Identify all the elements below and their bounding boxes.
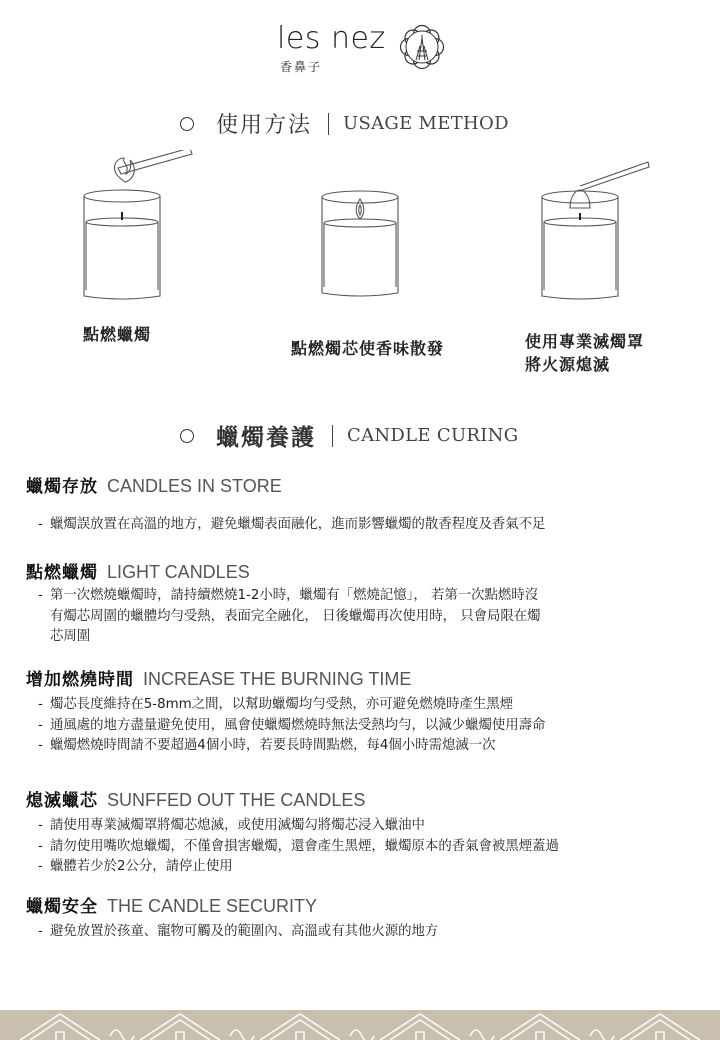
circle-bullet-icon	[180, 429, 194, 443]
section-heading-zh: 熄滅蠟芯	[26, 791, 98, 811]
brand-subtitle: 香鼻子	[280, 60, 323, 74]
list-item: - 蠟體若少於2公分，請停止使用	[38, 859, 233, 874]
footer-pattern-icon	[0, 1010, 720, 1040]
list-item-text: 蠟燭燃燒時間請不要超過4個小時，若要長時間點燃，每4個小時需熄滅一次	[50, 738, 496, 753]
list-item-text: 請勿使用嘴吹熄蠟燭，不僅會損害蠟燭，還會產生黑煙，蠟燭原本的香氣會被黑煙蓋過	[50, 838, 559, 854]
list-item: - 第一次燃燒蠟燭時，請持續燃燒1-2小時，蠟燭有「燃燒記憶」， 若第一次點燃時沒 有燭芯周圍的蠟體均勻受熱，表面完全融化， 日後蠟燭再次使用時， 只會局限在燭 芯周圍	[38, 586, 541, 648]
usage-title-zh: 使用方法	[216, 113, 313, 138]
list-item-text: 避免放置於孩童、寵物可觸及的範圍內、高溫或有其他火源的地方	[50, 924, 439, 939]
section-heading-burning-time	[26, 665, 411, 690]
step-label-light: 點燃蠟燭	[83, 325, 152, 344]
list-item-text: 蠟體若少於2公分，請停止使用	[50, 859, 233, 874]
section-heading-en: INCREASE THE BURNING TIME	[143, 669, 412, 689]
step-label-snuff-line2: 將火源熄滅	[525, 355, 611, 374]
light-candle-illustration	[70, 150, 210, 310]
section-heading-snuff	[26, 786, 365, 811]
brand-emblem-icon	[397, 22, 447, 72]
section-heading-en: THE CANDLE SECURITY	[107, 896, 318, 916]
circle-bullet-icon	[180, 117, 194, 131]
section-heading-zh: 蠟燭安全	[26, 897, 98, 917]
list-item: - 蠟燭燃燒時間請不要超過4個小時，若要長時間點燃，每4個小時需熄滅一次	[38, 738, 496, 753]
burning-candle-illustration	[305, 175, 415, 315]
section-heading-en: SUNFFED OUT THE CANDLES	[107, 790, 366, 810]
section-heading-en: CANDLES IN STORE	[107, 476, 282, 496]
curing-title-zh: 蠟燭養護	[216, 425, 316, 451]
curing-title-en: CANDLE CURING	[347, 425, 519, 446]
section-heading-security	[26, 892, 317, 917]
title-divider	[332, 425, 333, 447]
list-item: - 請勿使用嘴吹熄蠟燭，不僅會損害蠟燭，還會產生黑煙，蠟燭原本的香氣會被黑煙蓋過	[38, 838, 559, 854]
list-item: - 避免放置於孩童、寵物可觸及的範圍內、高溫或有其他火源的地方	[38, 924, 439, 939]
list-item-text: 通風處的地方盡量避免使用，風會使蠟燭燃燒時無法受熱均勻，以減少蠟燭使用壽命	[50, 717, 546, 733]
section-heading-light	[26, 558, 250, 583]
snuff-candle-illustration	[530, 150, 660, 310]
section-heading-zh: 點燃蠟燭	[26, 563, 98, 583]
list-item: - 蠟燭誤放置在高溫的地方，避免蠟燭表面融化，進而影響蠟燭的散香程度及香氣不足	[38, 517, 546, 532]
brand-name: les nez	[277, 21, 386, 56]
list-item-text: 有燭芯周圍的蠟體均勻受熱，表面完全融化， 日後蠟燭再次使用時， 只會局限在燭	[50, 608, 541, 624]
list	[38, 816, 559, 878]
list-item-text: 第一次燃燒蠟燭時，請持續燃燒1-2小時，蠟燭有「燃燒記憶」， 若第一次點燃時沒	[50, 588, 539, 603]
list-item: - 燭芯長度維持在5-8mm之間，以幫助蠟燭均勻受熱，亦可避免燃燒時產生黑煙	[38, 697, 514, 712]
section-heading-zh: 增加燃燒時間	[26, 670, 134, 690]
list-item-text: 蠟燭誤放置在高溫的地方，避免蠟燭表面融化，進而影響蠟燭的散香程度及香氣不足	[50, 517, 546, 532]
list-item-text: 請使用專業滅燭罩將燭芯熄滅，或使用滅燭勾將燭芯浸入蠟油中	[50, 818, 425, 833]
usage-title-en: USAGE METHOD	[343, 113, 509, 134]
list-item: - 通風處的地方盡量避免使用，風會使蠟燭燃燒時無法受熱均勻，以減少蠟燭使用壽命	[38, 717, 546, 733]
list-item-text: 燭芯長度維持在5-8mm之間，以幫助蠟燭均勻受熱，亦可避免燃燒時產生黑煙	[50, 697, 514, 712]
section-heading-store	[26, 472, 282, 497]
section-heading-zh: 蠟燭存放	[26, 477, 98, 497]
list-item: - 請使用專業滅燭罩將燭芯熄滅，或使用滅燭勾將燭芯浸入蠟油中	[38, 818, 425, 833]
list-item-text: 芯周圍	[50, 629, 91, 644]
list	[38, 695, 545, 757]
decorative-footer-band	[0, 1010, 720, 1040]
curing-section-title	[180, 419, 518, 452]
step-label-burn: 點燃燭芯使香味散發	[291, 339, 445, 358]
section-heading-en: LIGHT CANDLES	[107, 562, 250, 582]
usage-section-title	[180, 108, 509, 139]
step-label-snuff	[525, 330, 644, 376]
step-label-snuff-line1: 使用專業滅燭罩	[525, 332, 645, 351]
title-divider	[328, 113, 329, 135]
